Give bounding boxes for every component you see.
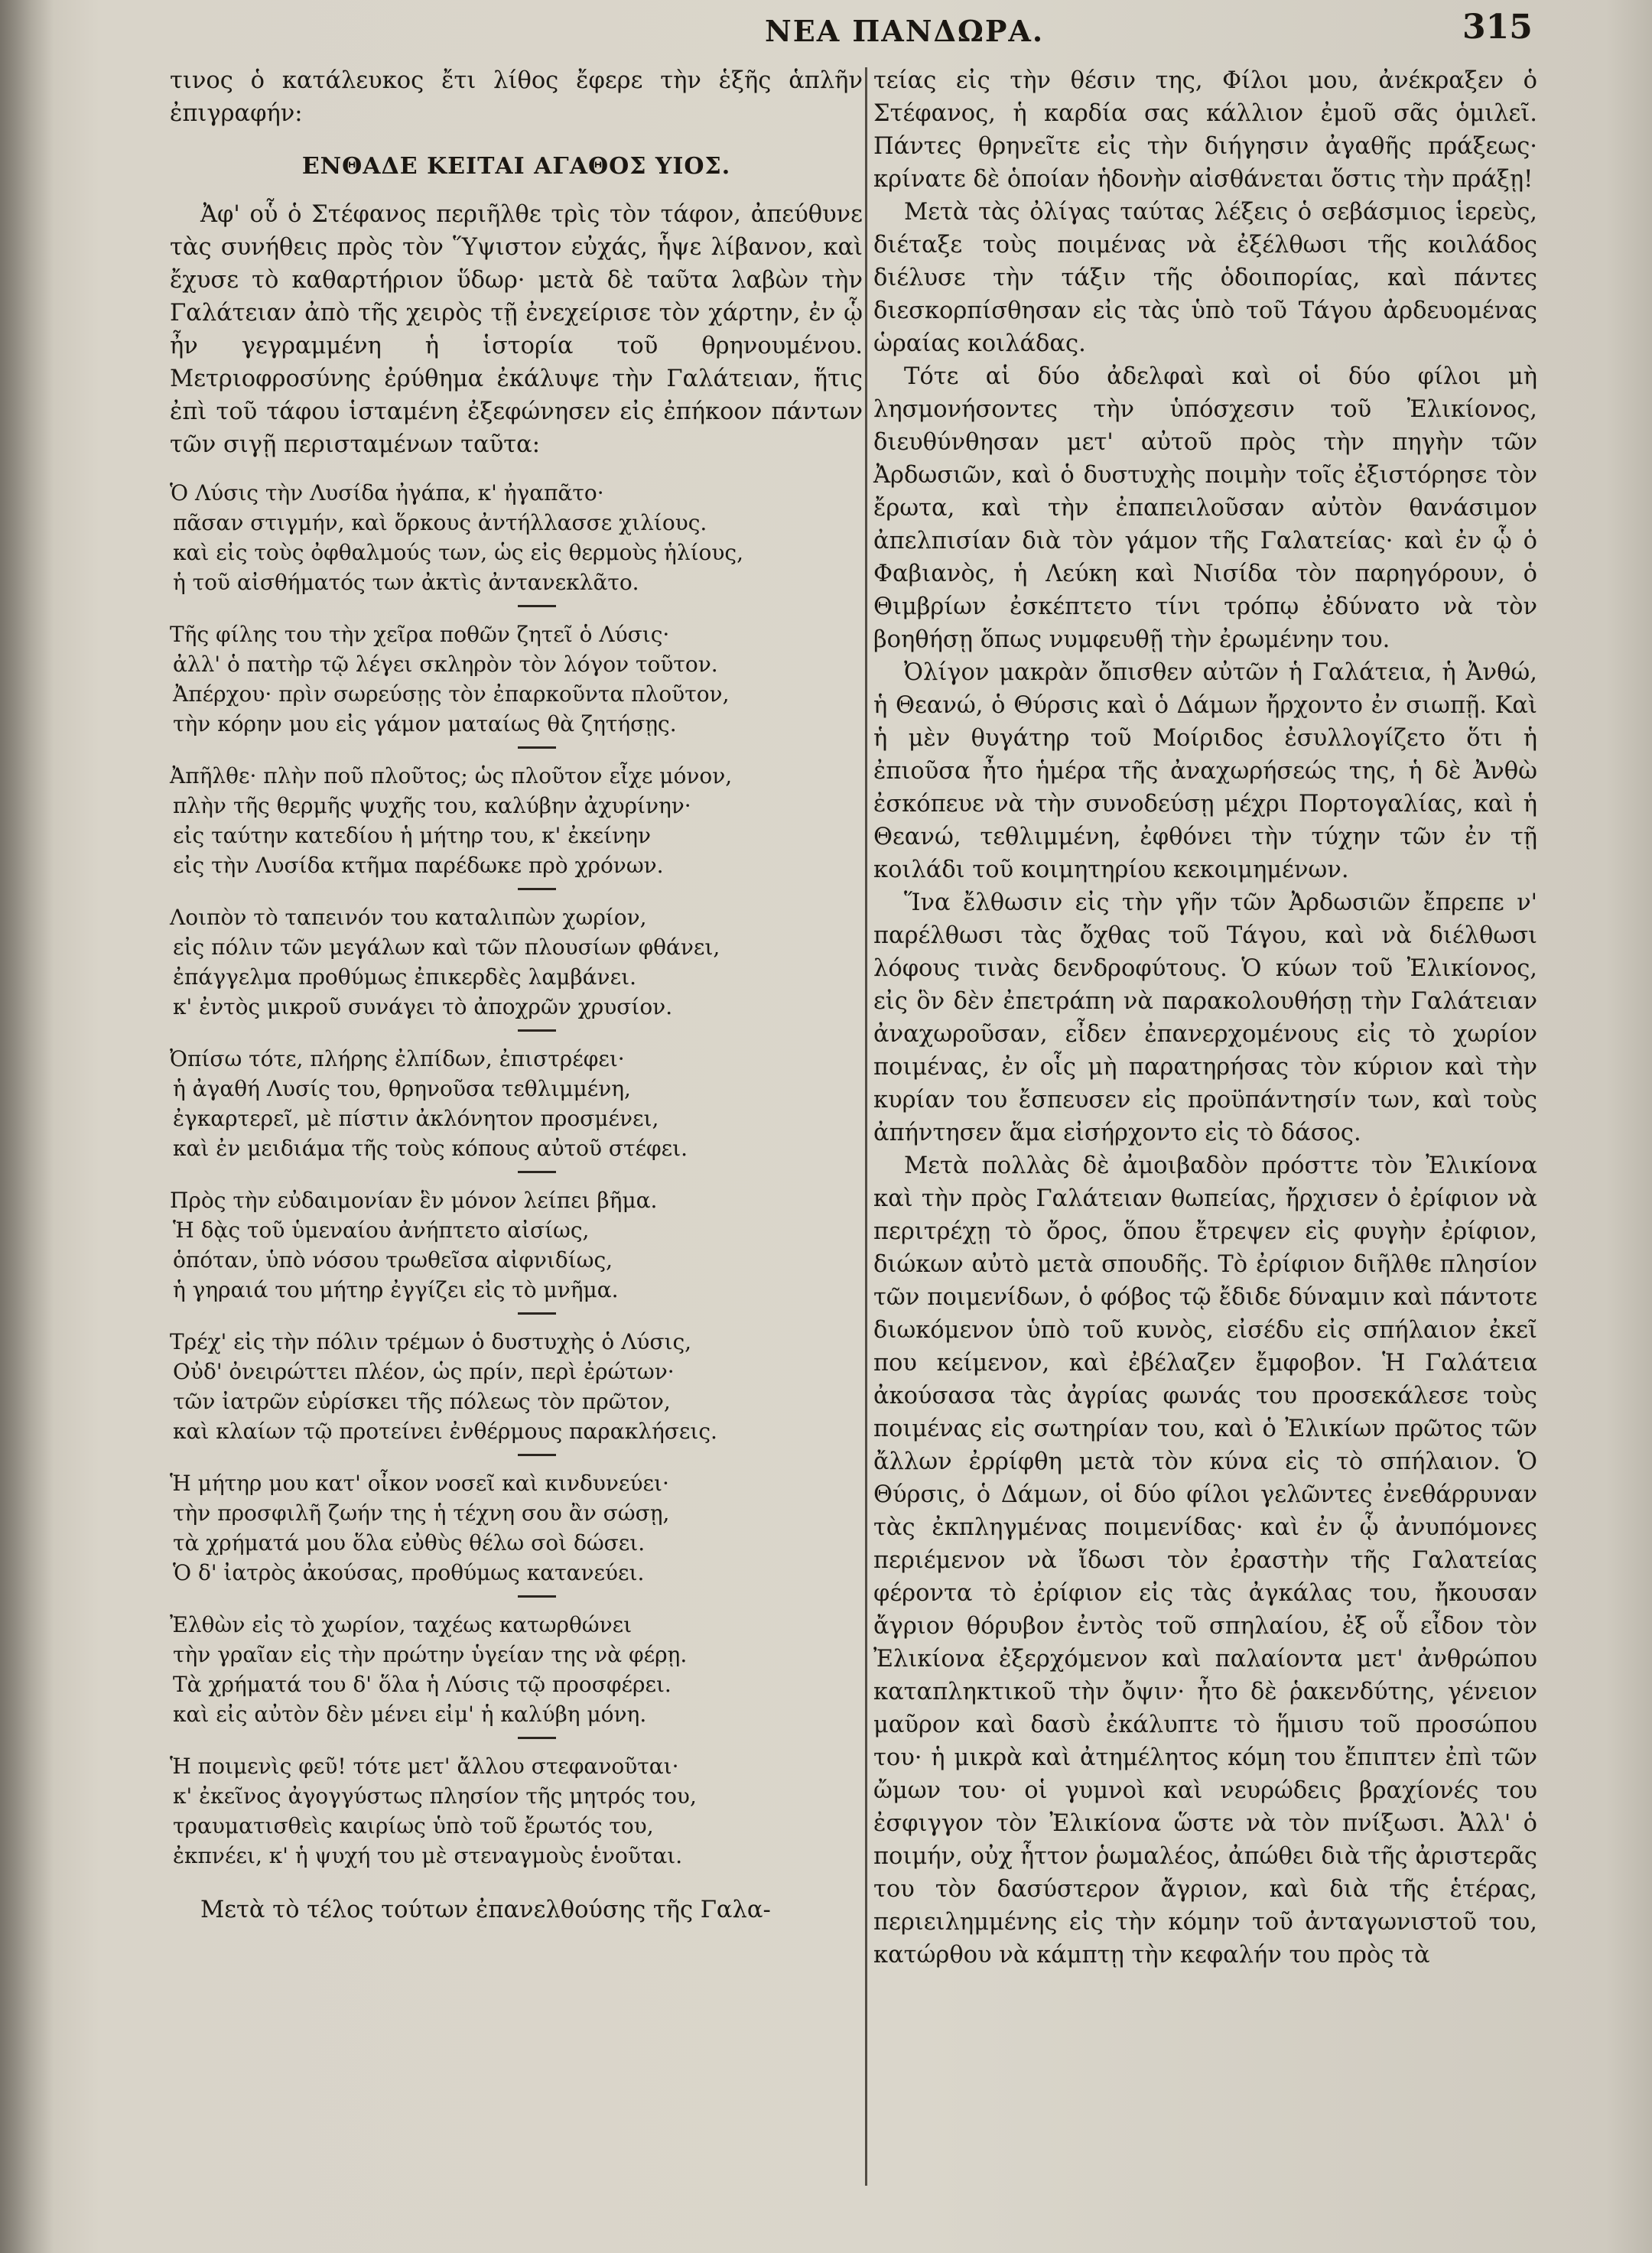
binding-shadow bbox=[0, 0, 54, 2253]
running-header bbox=[0, 6, 1652, 52]
stanza-separator bbox=[518, 888, 556, 890]
poem-line: πλὴν τῆς θερμῆς ψυχῆς του, καλύβην ἀχυρίνην· bbox=[173, 793, 691, 818]
page-number: 315 bbox=[1462, 8, 1533, 47]
right-paragraph-3: Τότε αἱ δύο ἀδελφαὶ καὶ οἱ δύο φίλοι μὴ λησμονήσοντες τὴν ὑπόσχεσιν τοῦ Ἐλικίονος, διευθύνθησαν μετ' αὐτοῦ πρὸς τὴν πηγὴν τῶν Ἀρδωσιῶν, καὶ ὁ δυστυχὴς ποιμὴν τοῖς ἐξιστόρησε τὸν ἔρωτα, καὶ τὴν ἐπαπειλοῦσαν αὐτὸν θανάσιμον ἀπελπισίαν διὰ τὸν γάμον τῆς Γαλατείας· καὶ ἐν ᾧ ὁ Φαβιανὸς, ἡ Λεύκη καὶ Νισίδα τὸν παρηγόρουν, ὁ Θιμβρίων ἐσκέπτετο τίνι τρόπῳ ἐδύνατο νὰ τὸν βοηθήσῃ ὅπως νυμφευθῇ τὴν ἐρωμένην του. bbox=[873, 363, 1537, 653]
journal-title: ΝΕΑ ΠΑΝΔΩΡΑ. bbox=[765, 14, 1045, 48]
poem-line: τὴν γραῖαν εἰς τὴν πρώτην ὑγείαν της νὰ φέρῃ. bbox=[173, 1642, 688, 1667]
poem-line: καὶ εἰς αὐτὸν δὲν μένει εἰμ' ἡ καλύβη μόνη. bbox=[173, 1702, 647, 1727]
intro-text: τινος ὁ κατάλευκος ἔτι λίθος ἔφερε τὴν ἑξῆς ἁπλῆν ἐπιγραφήν: bbox=[170, 67, 863, 127]
stanza-separator bbox=[518, 1737, 556, 1739]
poem-line: τὴν κόρην μου εἰς γάμον ματαίως θὰ ζητήσῃς. bbox=[173, 711, 677, 736]
poem-line: εἰς ταύτην κατεδίου ἡ μήτηρ του, κ' ἐκείνην bbox=[173, 823, 652, 848]
poem-line: Ἀπῆλθε· πλὴν ποῦ πλοῦτος; ὡς πλοῦτον εἶχε μόνον, bbox=[170, 763, 733, 788]
poem-line: Οὐδ' ὀνειρώττει πλέον, ὡς πρίν, περὶ ἐρώτων· bbox=[173, 1359, 675, 1384]
poem-line: Ἐλθὼν εἰς τὸ χωρίον, ταχέως κατωρθώνει bbox=[170, 1612, 633, 1637]
right-paragraph-4: Ὀλίγον μακρὰν ὄπισθεν αὐτῶν ἡ Γαλάτεια, ἡ Ἀνθώ, ἡ Θεανώ, ὁ Θύρσις καὶ ὁ Δάμων ἤρχοντο ἐν σιωπῇ. Καὶ ἡ μὲν θυγάτηρ τοῦ Μοίριδος ἐσυλλογίζετο ὅτι ἡ ἐπιοῦσα ἦτο ἡμέρα τῆς ἀναχωρήσεώς της, ἡ δὲ Ἀνθὼ ἐσκόπευε νὰ τὴν συνοδεύσῃ μέχρι Πορτογαλίας, καὶ ἡ Θεανώ, τεθλιμμένη, ἐφθόνει τὴν τύχην τῶν ἐν τῇ κοιλάδι τοῦ κοιμητηρίου κεκοιμημένων. bbox=[873, 659, 1537, 883]
right-paragraph-6: Μετὰ πολλὰς δὲ ἀμοιβαδὸν πρόσττε τὸν Ἐλικίονα καὶ τὴν πρὸς Γαλάτειαν θωπείας, ἤρχισεν ὁ ἐρίφιον νὰ περιτρέχῃ τὸ ὄρος, ὅπου ἔτρεψεν εἰς φυγὴν ἐρίφιον, διώκων αὐτὸ μετὰ σπουδῆς. Τὸ ἐρίφιον διῆλθε πλησίον τῶν ποιμενίδων, ὁ φόβος τῷ ἔδιδε δύναμιν καὶ πάντοτε διωκόμενον ὑπὸ τοῦ κυνὸς, εἰσέδυ εἰς σπήλαιον ἐκεῖ που κείμενον, καὶ ἐβέλαζεν ἔμφοβον. Ἡ Γαλάτεια ἀκούσασα τὰς ἀγρίας φωνάς του προσεκάλεσε τοὺς ποιμένας εἰς σωτηρίαν του, καὶ ὁ Ἐλικίων πρῶτος τῶν ἄλλων ἐρρίφθη μετὰ τὸν κύνα εἰς τὸ σπήλαιον. Ὁ Θύρσις, ὁ Δάμων, οἱ δύο φίλοι γελῶντες ἐνεθάρρυναν τὰς ἐκπληγμένας ποιμενίδας· καὶ ἐν ᾧ ἀνυπόμονες περιέμενον νὰ ἴδωσι τὸν ἐραστὴν τῆς Γαλατείας φέροντα τὸ ἐρίφιον εἰς τὰς ἀγκάλας του, ἤκουσαν ἄγριον θόρυβον ἐντὸς τοῦ σπηλαίου, ἐξ οὗ εἶδον τὸν Ἐλικίονα ἐξερχόμενον καὶ παλαίοντα μετ' ἀνθρώπου καταπληκτικοῦ τὴν ὄψιν· ἦτο δὲ ῥακενδύτης, γένειον μαῦρον καὶ δασὺ ἐκάλυπτε τὸ ἥμισυ τοῦ προσώπου του· ἡ μικρὰ καὶ ἀτημέλητος κόμη του ἔπιπτεν ἐπὶ τῶν ὤμων του· οἱ γυμνοὶ καὶ νευρώδεις βραχίονές του ἐσφιγγον τὸν Ἐλικίονα ὥστε νὰ τὸν πνίξωσι. Ἀλλ' ὁ ποιμήν, οὐχ ἧττον ῥωμαλέος, ἀπώθει διὰ τῆς ἀριστερᾶς του τὸν δασύστερον ἄγριον, καὶ διὰ τῆς ἑτέρας, περιειλημμένης εἰς τὴν κόμην τοῦ ἀνταγωνιστοῦ του, κατώρθου νὰ κάμπτῃ τὴν κεφαλήν του πρὸς τὰ bbox=[873, 1153, 1537, 1969]
right-paragraph-1: τείας εἰς τὴν θέσιν της, Φίλοι μου, ἀνέκραξεν ὁ Στέφανος, ἡ καρδία σας κάλλιον ἐμοῦ σᾶς ὁμιλεῖ. Πάντες θρηνεῖτε εἰς τὴν διήγησιν ἀγαθῆς πράξεως· κρίνατε δὲ ὁποίαν ἡδονὴν αἰσθάνεται ὅστις τὴν πράξῃ! bbox=[873, 67, 1537, 193]
stanza-separator bbox=[518, 1029, 556, 1032]
poem-line: τῶν ἰατρῶν εὑρίσκει τῆς πόλεως τὸν πρῶτον, bbox=[173, 1389, 671, 1414]
poem-line: ἡ τοῦ αἰσθήματός των ἀκτὶς ἀντανεκλᾶτο. bbox=[173, 570, 639, 595]
poem-line: ἀλλ' ὁ πατὴρ τῷ λέγει σκληρὸν τὸν λόγον τοῦτον. bbox=[173, 652, 718, 677]
poem-stanza bbox=[170, 1327, 863, 1446]
stanza-separator bbox=[518, 605, 556, 607]
poem-line: Τρέχ' εἰς τὴν πόλιν τρέμων ὁ δυστυχὴς ὁ Λύσις, bbox=[170, 1329, 692, 1354]
poem-stanza bbox=[170, 478, 863, 597]
poem-line: εἰς πόλιν τῶν μεγάλων καὶ τῶν πλουσίων φθάνει, bbox=[173, 935, 720, 960]
poem-stanza bbox=[170, 1468, 863, 1588]
poem-line: Ὁ δ' ἰατρὸς ἀκούσας, προθύμως κατανεύει. bbox=[173, 1560, 645, 1585]
poem-line: ἡ ἀγαθή Λυσίς του, θρηνοῦσα τεθλιμμένη, bbox=[173, 1076, 631, 1101]
stanza-separator bbox=[518, 1595, 556, 1598]
right-column bbox=[873, 64, 1537, 1972]
column-rule bbox=[865, 67, 867, 2186]
poem-line: κ' ἐκεῖνος ἀγογγύστως πλησίον τῆς μητρός του, bbox=[173, 1783, 697, 1809]
poem-line: Ἡ μήτηρ μου κατ' οἶκον νοσεῖ καὶ κινδυνεύει· bbox=[170, 1471, 669, 1496]
poem-stanza bbox=[170, 761, 863, 880]
stanza-separator bbox=[518, 746, 556, 749]
narrative-paragraph: Ἀφ' οὗ ὁ Στέφανος περιῆλθε τρὶς τὸν τάφον, ἀπεύθυνε τὰς συνήθεις πρὸς τὸν Ὕψιστον εὐχάς, ἧψε λίβανον, καὶ ἔχυσε τὸ καθαρτήριον ὕδωρ· μετὰ δὲ ταῦτα λαβὼν τὴν Γαλάτειαν ἀπὸ τῆς χειρὸς τῇ ἐνεχείρισε τὸν χάρτην, ἐν ᾧ ἦν γεγραμμένη ἡ ἱστορία τοῦ θρηνουμένου. Μετριοφροσύνης ἐρύθημα ἐκάλυψε τὴν Γαλάτειαν, ἥτις ἐπὶ τοῦ τάφου ἱσταμένη ἐξεφώνησεν εἰς ἐπήκοον πάντων τῶν σιγῇ περισταμένων ταῦτα: bbox=[170, 201, 863, 458]
closing-line: Μετὰ τὸ τέλος τούτων ἐπανελθούσης τῆς Γαλα- bbox=[200, 1897, 771, 1923]
poem-line: Ὀπίσω τότε, πλήρης ἐλπίδων, ἐπιστρέφει· bbox=[170, 1046, 625, 1071]
right-paragraph-5: Ἵνα ἔλθωσιν εἰς τὴν γῆν τῶν Ἀρδωσιῶν ἔπρεπε ν' παρέλθωσι τὰς ὄχθας τοῦ Τάγου, καὶ νὰ διέλθωσι λόφους τινὰς δενδροφύτους. Ὁ κύων τοῦ Ἐλικίονος, εἰς ὃν δὲν ἐπετράπη νὰ παρακολουθήσῃ τὴν Γαλάτειαν ἀναχωροῦσαν, εἶδεν ἐπανερχομένους εἰς τὸ χωρίον ποιμένας, ἐν οἷς μὴ παρατηρήσας τὸν κύριον καὶ τὴν κυρίαν του ἔσπευσεν εἰς προϋπάντησίν των, καὶ τοὺς ἀπήντησεν ἅμα εἰσήρχοντο εἰς τὸ δάσος. bbox=[873, 889, 1537, 1146]
poem-line: ἡ γηραιά του μήτηρ ἐγγίζει εἰς τὸ μνῆμα. bbox=[173, 1277, 619, 1302]
poem-stanza bbox=[170, 1751, 863, 1871]
poem-stanza bbox=[170, 1044, 863, 1163]
stanza-separator bbox=[518, 1454, 556, 1456]
poem-line: πᾶσαν στιγμήν, καὶ ὅρκους ἀντήλλασσε χιλίους. bbox=[173, 510, 707, 535]
poem-line: Ὁ Λύσις τὴν Λυσίδα ἠγάπα, κ' ἠγαπᾶτο· bbox=[170, 480, 604, 506]
left-column bbox=[170, 64, 863, 1926]
poem-line: Τὰ χρήματά του δ' ὅλα ἡ Λύσις τῷ προσφέρει. bbox=[173, 1672, 672, 1697]
poem-line: τὰ χρήματά μου ὅλα εὐθὺς θέλω σοὶ δώσει. bbox=[173, 1530, 646, 1556]
poem-line: τραυματισθεὶς καιρίως ὑπὸ τοῦ ἔρωτός του, bbox=[173, 1813, 654, 1838]
poem-stanza bbox=[170, 1185, 863, 1305]
poem-line: ἐπάγγελμα προθύμως ἐπικερδὲς λαμβάνει. bbox=[173, 964, 636, 990]
poem-stanza bbox=[170, 1610, 863, 1729]
stanza-separator bbox=[518, 1171, 556, 1173]
poem-line: Ἡ ποιμενὶς φεῦ! τότε μετ' ἄλλου στεφανοῦται· bbox=[170, 1754, 679, 1779]
poem-line: καὶ κλαίων τῷ προτείνει ἐνθέρμους παρακλήσεις. bbox=[173, 1419, 717, 1444]
poem-line: ὁπόταν, ὑπὸ νόσου τρωθεῖσα αἰφνιδίως, bbox=[173, 1247, 613, 1273]
poem-line: εἰς τὴν Λυσίδα κτῆμα παρέδωκε πρὸ χρόνων. bbox=[173, 853, 664, 878]
poem-line: Ἡ δᾲς τοῦ ὑμεναίου ἀνήπτετο αἰσίως, bbox=[173, 1218, 590, 1243]
epitaph-heading: ΕΝΘΑΔΕ ΚΕΙΤΑΙ ΑΓΑΘΟΣ ΥΙΟΣ. bbox=[301, 153, 731, 180]
poem-line: καὶ εἰς τοὺς ὀφθαλμούς των, ὡς εἰς θερμοὺς ἡλίους, bbox=[173, 540, 744, 565]
poem-line: τὴν προσφιλῆ ζωήν της ἡ τέχνη σου ἂν σώσῃ, bbox=[173, 1500, 670, 1526]
stanza-separator bbox=[518, 1312, 556, 1315]
poem-stanza bbox=[170, 619, 863, 739]
poem-line: κ' ἐντὸς μικροῦ συνάγει τὸ ἀποχρῶν χρυσίον. bbox=[173, 994, 673, 1019]
right-paragraph-2: Μετὰ τὰς ὀλίγας ταύτας λέξεις ὁ σεβάσμιος ἱερεὺς, διέταξε τοὺς ποιμένας νὰ ἐξέλθωσι τῆς κοιλάδος διέλυσε τὴν τάξιν τῆς ὁδοιπορίας, καὶ πάντες διεσκορπίσθησαν εἰς τὰς ὑπὸ τοῦ Τάγου ἀρδευομένας ὡραίας κοιλάδας. bbox=[873, 199, 1537, 357]
poem-line: Λοιπὸν τὸ ταπεινόν του καταλιπὼν χωρίον, bbox=[170, 905, 647, 930]
poem-line: καὶ ἐν μειδιάμα τῆς τοὺς κόπους αὐτοῦ στέφει. bbox=[173, 1136, 688, 1161]
poem-stanza bbox=[170, 902, 863, 1022]
poem-line: Τῆς φίλης του τὴν χεῖρα ποθῶν ζητεῖ ὁ Λύσις· bbox=[170, 622, 670, 647]
poem-line: Πρὸς τὴν εὐδαιμονίαν ἓν μόνον λείπει βῆμα. bbox=[170, 1188, 658, 1213]
poem-line: ἐκπνέει, κ' ἡ ψυχή του μὲ στεναγμοὺς ἑνοῦται. bbox=[173, 1843, 683, 1868]
poem bbox=[170, 478, 863, 1871]
poem-line: Ἀπέρχου· πρὶν σωρεύσῃς τὸν ἐπαρκοῦντα πλοῦτον, bbox=[173, 681, 730, 707]
poem-line: ἐγκαρτερεῖ, μὲ πίστιν ἀκλόνητον προσμένει, bbox=[173, 1106, 659, 1131]
